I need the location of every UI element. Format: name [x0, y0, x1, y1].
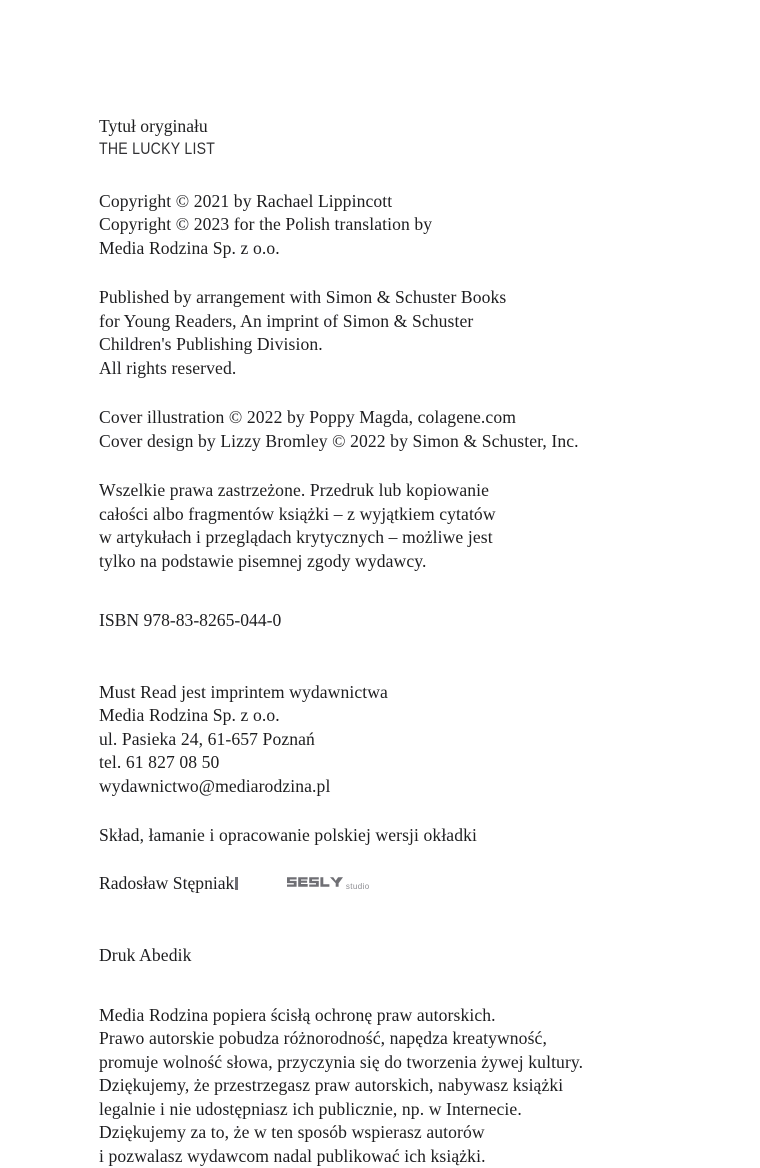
logo-studio-text: studio — [346, 875, 370, 899]
publisher-line: Must Read jest imprintem wydawnictwa — [99, 681, 669, 705]
copyright-notice-block — [99, 1004, 669, 1168]
original-title-block — [99, 115, 669, 160]
arrangement-line: for Young Readers, An imprint of Simon & Schuster — [99, 310, 669, 334]
copyright-line: Copyright © 2023 for the Polish translation by — [99, 213, 669, 237]
publisher-email: wydawnictwo@mediarodzina.pl — [99, 775, 669, 799]
isbn-value: ISBN 978-83-8265-044-0 — [99, 609, 669, 633]
copyright-block — [99, 190, 669, 261]
notice-line: Prawo autorskie pobudza różnorodność, napędza kreatywność, — [99, 1027, 669, 1051]
cover-credit-line: Cover design by Lizzy Bromley © 2022 by Simon & Schuster, Inc. — [99, 430, 669, 454]
notice-line: Media Rodzina popiera ścisłą ochronę praw autorskich. — [99, 1004, 669, 1028]
typesetter-name: Radosław Stępniak — [99, 872, 234, 896]
rights-line: tylko na podstawie pisemnej zgody wydawcy. — [99, 550, 669, 574]
rights-reserved-block — [99, 479, 669, 573]
notice-line: legalnie i nie udostępniasz ich publicznie, np. w Internecie. — [99, 1098, 669, 1122]
publisher-phone: tel. 61 827 08 50 — [99, 751, 669, 775]
rights-line: Wszelkie prawa zastrzeżone. Przedruk lub kopiowanie — [99, 479, 669, 503]
isbn-block — [99, 609, 669, 633]
arrangement-block — [99, 286, 669, 380]
publisher-block — [99, 681, 669, 799]
sesly-studio-logo — [235, 849, 369, 920]
arrangement-line: Children's Publishing Division. — [99, 333, 669, 357]
original-title-value: THE LUCKY LIST — [99, 139, 589, 160]
publisher-line: Media Rodzina Sp. z o.o. — [99, 704, 669, 728]
copyright-line: Media Rodzina Sp. z o.o. — [99, 237, 669, 261]
notice-line: i pozwalasz wydawcom nadal publikować ich książki. — [99, 1145, 669, 1168]
typesetting-block — [99, 824, 669, 918]
cover-credit-line: Cover illustration © 2022 by Poppy Magda, colagene.com — [99, 406, 669, 430]
original-title-label: Tytuł oryginału — [99, 115, 669, 139]
notice-line: promuje wolność słowa, przyczynia się do tworzenia żywej kultury. — [99, 1051, 669, 1075]
logo-wordmark — [243, 849, 343, 920]
publisher-address-line: ul. Pasieka 24, 61-657 Poznań — [99, 728, 669, 752]
typesetting-label: Skład, łamanie i opracowanie polskiej wersji okładki — [99, 824, 669, 848]
printer-block — [99, 944, 669, 968]
notice-line: Dziękujemy, że przestrzegasz praw autorskich, nabywasz książki — [99, 1074, 669, 1098]
rights-line: całości albo fragmentów książki – z wyjątkiem cytatów — [99, 503, 669, 527]
arrangement-line: All rights reserved. — [99, 357, 669, 381]
typesetting-credit-line — [99, 848, 669, 919]
rights-line: w artykułach i przeglądach krytycznych – możliwe jest — [99, 526, 669, 550]
copyright-line: Copyright © 2021 by Rachael Lippincott — [99, 190, 669, 214]
copyright-page — [99, 115, 669, 1168]
notice-line: Dziękujemy za to, że w ten sposób wspierasz autorów — [99, 1121, 669, 1145]
cover-credits-block — [99, 406, 669, 453]
printer-value: Druk Abedik — [99, 944, 669, 968]
logo-separator-bar — [235, 877, 238, 890]
arrangement-line: Published by arrangement with Simon & Schuster Books — [99, 286, 669, 310]
